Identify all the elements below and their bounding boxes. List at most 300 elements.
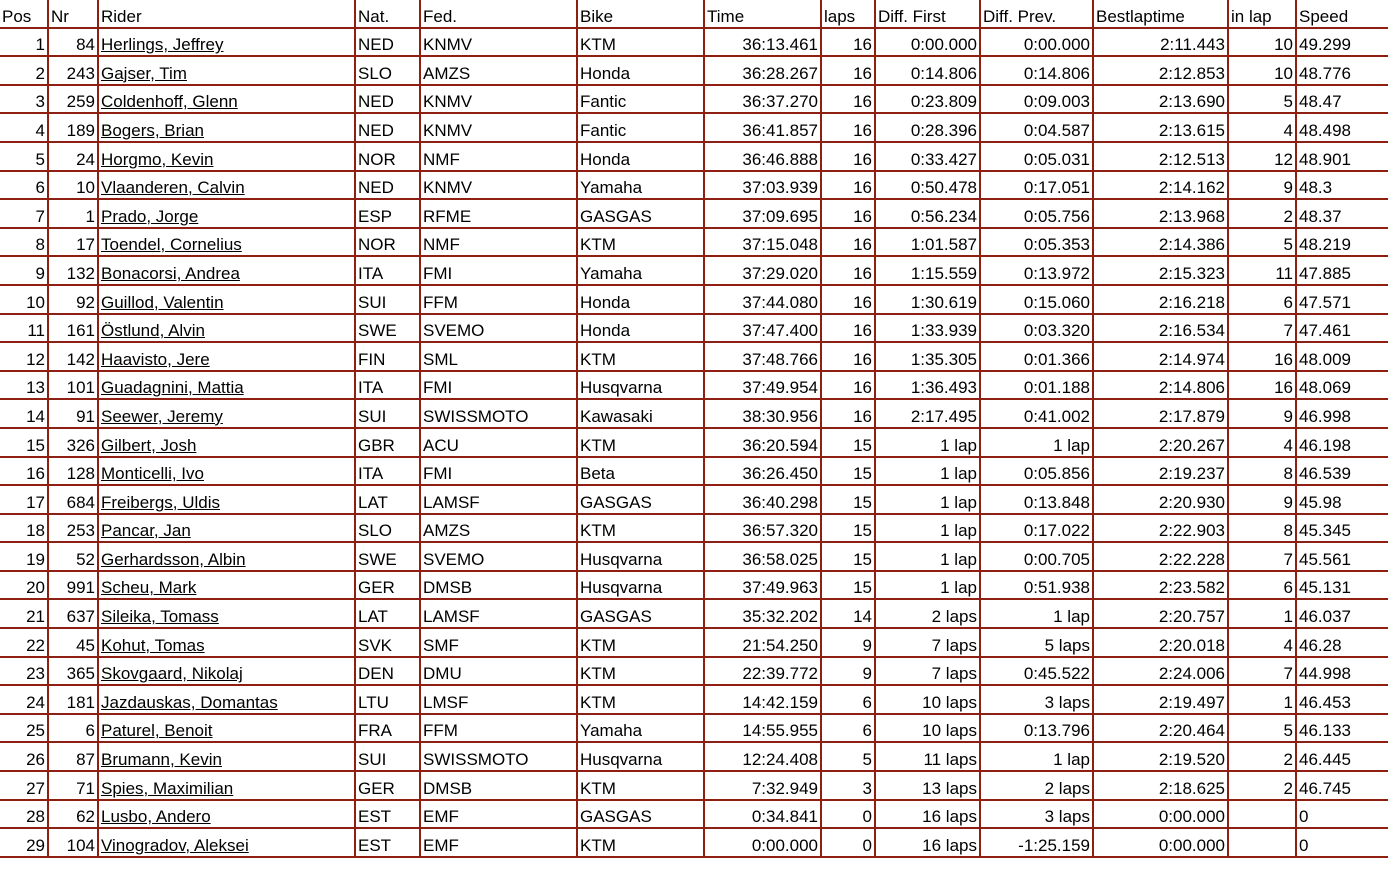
cell-time: 36:20.594 <box>705 429 822 458</box>
table-row <box>0 658 1388 687</box>
cell-pos: 14 <box>0 400 49 429</box>
cell-diff-first: 16 laps <box>876 801 981 830</box>
cell-speed: 48.47 <box>1297 86 1388 115</box>
cell-laps: 15 <box>822 458 876 487</box>
cell-nr: 637 <box>49 600 99 629</box>
cell-diff-first: 2 laps <box>876 600 981 629</box>
cell-bike: GASGAS <box>578 600 705 629</box>
cell-speed: 46.037 <box>1297 600 1388 629</box>
table-row <box>0 57 1388 86</box>
cell-nr: 243 <box>49 57 99 86</box>
cell-rider <box>99 229 356 258</box>
rider-link[interactable]: Scheu, Mark <box>101 578 197 598</box>
cell-nat: GBR <box>356 429 421 458</box>
cell-diff-first: 10 laps <box>876 715 981 744</box>
cell-rider <box>99 572 356 601</box>
cell-diff-first: 0:28.396 <box>876 114 981 143</box>
cell-bike: Honda <box>578 315 705 344</box>
cell-bike: Yamaha <box>578 172 705 201</box>
cell-diff-first: 11 laps <box>876 743 981 772</box>
rider-link[interactable]: Toendel, Cornelius <box>101 235 242 255</box>
cell-pos: 4 <box>0 114 49 143</box>
cell-fed: KNMV <box>421 114 578 143</box>
cell-rider <box>99 114 356 143</box>
cell-laps: 15 <box>822 429 876 458</box>
cell-nat: NOR <box>356 143 421 172</box>
cell-bestlaptime: 2:20.018 <box>1094 629 1229 658</box>
cell-nat: SWE <box>356 543 421 572</box>
cell-laps: 16 <box>822 286 876 315</box>
cell-bike: KTM <box>578 343 705 372</box>
table-row <box>0 400 1388 429</box>
cell-speed: 46.28 <box>1297 629 1388 658</box>
cell-in-lap: 7 <box>1229 543 1297 572</box>
cell-diff-prev: 0:14.806 <box>981 57 1094 86</box>
table-row <box>0 29 1388 58</box>
cell-nat: NED <box>356 86 421 115</box>
cell-rider <box>99 29 356 58</box>
cell-bike: Honda <box>578 286 705 315</box>
cell-speed: 46.445 <box>1297 743 1388 772</box>
cell-laps: 0 <box>822 829 876 858</box>
cell-nr: 104 <box>49 829 99 858</box>
rider-link[interactable]: Gilbert, Josh <box>101 435 197 455</box>
cell-nat: EST <box>356 801 421 830</box>
cell-diff-prev: 0:05.031 <box>981 143 1094 172</box>
cell-time: 36:26.450 <box>705 458 822 487</box>
cell-time: 35:32.202 <box>705 600 822 629</box>
table-row <box>0 543 1388 572</box>
cell-speed: 48.776 <box>1297 57 1388 86</box>
cell-speed: 47.571 <box>1297 286 1388 315</box>
rider-link[interactable]: Guadagnini, Mattia <box>101 378 244 398</box>
cell-bike: KTM <box>578 515 705 544</box>
table-row <box>0 515 1388 544</box>
cell-laps: 9 <box>822 658 876 687</box>
cell-time: 37:29.020 <box>705 257 822 286</box>
cell-laps: 16 <box>822 372 876 401</box>
table-row <box>0 257 1388 286</box>
rider-link[interactable]: Coldenhoff, Glenn <box>101 92 238 112</box>
cell-pos: 20 <box>0 572 49 601</box>
cell-time: 36:41.857 <box>705 114 822 143</box>
cell-laps: 16 <box>822 114 876 143</box>
cell-bestlaptime: 2:14.386 <box>1094 229 1229 258</box>
rider-link[interactable]: Bogers, Brian <box>101 120 204 140</box>
rider-link[interactable]: Prado, Jorge <box>101 206 199 226</box>
cell-diff-prev: -1:25.159 <box>981 829 1094 858</box>
cell-speed: 46.198 <box>1297 429 1388 458</box>
cell-laps: 14 <box>822 600 876 629</box>
cell-diff-prev: 0:17.022 <box>981 515 1094 544</box>
rider-link[interactable]: Guillod, Valentin <box>101 292 224 312</box>
cell-in-lap: 7 <box>1229 315 1297 344</box>
cell-speed: 48.498 <box>1297 114 1388 143</box>
cell-speed: 45.98 <box>1297 486 1388 515</box>
cell-in-lap: 4 <box>1229 629 1297 658</box>
cell-speed: 45.131 <box>1297 572 1388 601</box>
cell-diff-prev: 0:17.051 <box>981 172 1094 201</box>
cell-nat: NED <box>356 114 421 143</box>
cell-in-lap: 10 <box>1229 57 1297 86</box>
cell-fed: KNMV <box>421 172 578 201</box>
cell-laps: 15 <box>822 486 876 515</box>
cell-nat: SLO <box>356 515 421 544</box>
cell-diff-first: 1:35.305 <box>876 343 981 372</box>
cell-nr: 62 <box>49 801 99 830</box>
cell-time: 36:28.267 <box>705 57 822 86</box>
cell-nat: EST <box>356 829 421 858</box>
cell-diff-prev: 0:41.002 <box>981 400 1094 429</box>
cell-bike: Fantic <box>578 114 705 143</box>
cell-nat: SLO <box>356 57 421 86</box>
cell-nat: DEN <box>356 658 421 687</box>
rider-link[interactable]: Paturel, Benoit <box>101 721 213 741</box>
cell-speed: 46.745 <box>1297 772 1388 801</box>
cell-nr: 1 <box>49 200 99 229</box>
cell-bike: Kawasaki <box>578 400 705 429</box>
cell-in-lap: 5 <box>1229 715 1297 744</box>
cell-nat: SVK <box>356 629 421 658</box>
cell-bike: KTM <box>578 829 705 858</box>
header-in-lap: in lap <box>1229 0 1297 29</box>
cell-nr: 71 <box>49 772 99 801</box>
cell-time: 36:40.298 <box>705 486 822 515</box>
cell-rider <box>99 143 356 172</box>
cell-fed: LMSF <box>421 686 578 715</box>
cell-nr: 161 <box>49 315 99 344</box>
cell-fed: AMZS <box>421 57 578 86</box>
cell-diff-first: 1:30.619 <box>876 286 981 315</box>
cell-pos: 6 <box>0 172 49 201</box>
cell-pos: 27 <box>0 772 49 801</box>
cell-bike: Husqvarna <box>578 372 705 401</box>
cell-in-lap: 9 <box>1229 172 1297 201</box>
cell-fed: SMF <box>421 629 578 658</box>
cell-bike: KTM <box>578 229 705 258</box>
cell-nat: SWE <box>356 315 421 344</box>
rider-link[interactable]: Seewer, Jeremy <box>101 406 223 426</box>
header-row <box>0 0 1388 29</box>
cell-diff-first: 1:01.587 <box>876 229 981 258</box>
cell-rider <box>99 629 356 658</box>
cell-bestlaptime: 2:16.534 <box>1094 315 1229 344</box>
cell-bike: Honda <box>578 143 705 172</box>
cell-bike: Yamaha <box>578 715 705 744</box>
cell-bestlaptime: 2:16.218 <box>1094 286 1229 315</box>
cell-speed: 49.299 <box>1297 29 1388 58</box>
cell-pos: 16 <box>0 458 49 487</box>
cell-speed: 48.3 <box>1297 172 1388 201</box>
cell-fed: SWISSMOTO <box>421 400 578 429</box>
cell-bestlaptime: 2:13.615 <box>1094 114 1229 143</box>
cell-fed: SVEMO <box>421 315 578 344</box>
results-body <box>0 29 1388 858</box>
table-row <box>0 372 1388 401</box>
cell-diff-prev: 0:00.000 <box>981 29 1094 58</box>
header-pos: Pos <box>0 0 49 29</box>
table-row <box>0 200 1388 229</box>
cell-fed: FMI <box>421 458 578 487</box>
cell-bestlaptime: 2:14.974 <box>1094 343 1229 372</box>
cell-bike: KTM <box>578 658 705 687</box>
cell-diff-prev: 0:03.320 <box>981 315 1094 344</box>
cell-nat: ITA <box>356 458 421 487</box>
cell-pos: 18 <box>0 515 49 544</box>
cell-pos: 24 <box>0 686 49 715</box>
header-diff-prev: Diff. Prev. <box>981 0 1094 29</box>
cell-nr: 181 <box>49 686 99 715</box>
cell-diff-first: 0:33.427 <box>876 143 981 172</box>
cell-bestlaptime: 2:22.903 <box>1094 515 1229 544</box>
cell-fed: FMI <box>421 257 578 286</box>
rider-link[interactable]: Horgmo, Kevin <box>101 149 214 169</box>
cell-diff-prev: 0:00.705 <box>981 543 1094 572</box>
rider-link[interactable]: Bonacorsi, Andrea <box>101 263 240 283</box>
table-row <box>0 229 1388 258</box>
cell-bike: GASGAS <box>578 801 705 830</box>
cell-laps: 16 <box>822 57 876 86</box>
cell-rider <box>99 715 356 744</box>
rider-link[interactable]: Östlund, Alvin <box>101 321 205 341</box>
rider-link[interactable]: Gajser, Tim <box>101 63 187 83</box>
rider-link[interactable]: Kohut, Tomas <box>101 635 205 655</box>
cell-rider <box>99 257 356 286</box>
cell-pos: 25 <box>0 715 49 744</box>
cell-in-lap: 1 <box>1229 600 1297 629</box>
cell-fed: DMSB <box>421 572 578 601</box>
cell-time: 36:57.320 <box>705 515 822 544</box>
cell-bestlaptime: 2:23.582 <box>1094 572 1229 601</box>
cell-nr: 189 <box>49 114 99 143</box>
cell-diff-prev: 3 laps <box>981 801 1094 830</box>
cell-bestlaptime: 0:00.000 <box>1094 829 1229 858</box>
table-row <box>0 114 1388 143</box>
cell-speed: 46.133 <box>1297 715 1388 744</box>
cell-rider <box>99 86 356 115</box>
cell-fed: FMI <box>421 372 578 401</box>
cell-time: 21:54.250 <box>705 629 822 658</box>
cell-nr: 45 <box>49 629 99 658</box>
cell-speed: 48.219 <box>1297 229 1388 258</box>
cell-nr: 92 <box>49 286 99 315</box>
table-row <box>0 315 1388 344</box>
header-rider: Rider <box>99 0 356 29</box>
rider-link[interactable]: Freibergs, Uldis <box>101 492 221 512</box>
cell-in-lap: 5 <box>1229 86 1297 115</box>
cell-time: 12:24.408 <box>705 743 822 772</box>
cell-diff-first: 0:56.234 <box>876 200 981 229</box>
cell-time: 0:00.000 <box>705 829 822 858</box>
cell-time: 36:46.888 <box>705 143 822 172</box>
cell-bestlaptime: 2:11.443 <box>1094 29 1229 58</box>
cell-nat: FRA <box>356 715 421 744</box>
cell-diff-first: 0:50.478 <box>876 172 981 201</box>
cell-pos: 9 <box>0 257 49 286</box>
cell-nr: 991 <box>49 572 99 601</box>
cell-diff-prev: 0:04.587 <box>981 114 1094 143</box>
cell-nr: 259 <box>49 86 99 115</box>
rider-link[interactable]: Lusbo, Andero <box>101 807 211 827</box>
cell-nat: ITA <box>356 257 421 286</box>
cell-bike: KTM <box>578 772 705 801</box>
rider-link[interactable]: Vinogradov, Aleksei <box>101 835 249 855</box>
cell-in-lap: 6 <box>1229 286 1297 315</box>
cell-diff-prev: 0:13.796 <box>981 715 1094 744</box>
cell-in-lap: 2 <box>1229 772 1297 801</box>
rider-link[interactable]: Sileika, Tomass <box>101 607 219 627</box>
cell-rider <box>99 172 356 201</box>
cell-in-lap: 11 <box>1229 257 1297 286</box>
cell-rider <box>99 315 356 344</box>
table-row <box>0 801 1388 830</box>
cell-pos: 17 <box>0 486 49 515</box>
cell-fed: DMU <box>421 658 578 687</box>
cell-nat: LAT <box>356 600 421 629</box>
cell-pos: 19 <box>0 543 49 572</box>
cell-in-lap: 4 <box>1229 429 1297 458</box>
cell-diff-first: 7 laps <box>876 629 981 658</box>
cell-pos: 3 <box>0 86 49 115</box>
cell-in-lap: 8 <box>1229 515 1297 544</box>
cell-pos: 2 <box>0 57 49 86</box>
cell-bike: KTM <box>578 429 705 458</box>
cell-diff-prev: 2 laps <box>981 772 1094 801</box>
cell-time: 14:42.159 <box>705 686 822 715</box>
cell-diff-first: 10 laps <box>876 686 981 715</box>
cell-bestlaptime: 2:13.968 <box>1094 200 1229 229</box>
cell-fed: NMF <box>421 143 578 172</box>
cell-diff-prev: 0:13.972 <box>981 257 1094 286</box>
cell-in-lap: 1 <box>1229 686 1297 715</box>
header-bestlaptime: Bestlaptime <box>1094 0 1229 29</box>
cell-diff-prev: 0:05.856 <box>981 458 1094 487</box>
cell-time: 37:49.963 <box>705 572 822 601</box>
cell-laps: 0 <box>822 801 876 830</box>
cell-rider <box>99 400 356 429</box>
cell-rider <box>99 343 356 372</box>
cell-fed: EMF <box>421 801 578 830</box>
cell-diff-prev: 0:05.353 <box>981 229 1094 258</box>
cell-speed: 46.453 <box>1297 686 1388 715</box>
cell-nat: ESP <box>356 200 421 229</box>
cell-diff-first: 1 lap <box>876 515 981 544</box>
cell-diff-prev: 0:09.003 <box>981 86 1094 115</box>
cell-in-lap: 10 <box>1229 29 1297 58</box>
cell-rider <box>99 829 356 858</box>
rider-link[interactable]: Jazdauskas, Domantas <box>101 692 278 712</box>
rider-link[interactable]: Gerhardsson, Albin <box>101 549 246 569</box>
cell-diff-first: 0:23.809 <box>876 86 981 115</box>
cell-bestlaptime: 2:20.464 <box>1094 715 1229 744</box>
cell-pos: 21 <box>0 600 49 629</box>
cell-pos: 5 <box>0 143 49 172</box>
table-row <box>0 86 1388 115</box>
cell-fed: LAMSF <box>421 600 578 629</box>
cell-laps: 16 <box>822 315 876 344</box>
cell-fed: FFM <box>421 286 578 315</box>
cell-fed: SML <box>421 343 578 372</box>
cell-laps: 16 <box>822 229 876 258</box>
cell-laps: 16 <box>822 200 876 229</box>
cell-laps: 16 <box>822 29 876 58</box>
cell-pos: 11 <box>0 315 49 344</box>
rider-link[interactable]: Vlaanderen, Calvin <box>101 178 245 198</box>
cell-nr: 365 <box>49 658 99 687</box>
cell-nr: 52 <box>49 543 99 572</box>
cell-nr: 128 <box>49 458 99 487</box>
cell-speed: 45.561 <box>1297 543 1388 572</box>
cell-time: 22:39.772 <box>705 658 822 687</box>
cell-speed: 45.345 <box>1297 515 1388 544</box>
cell-bike: Honda <box>578 57 705 86</box>
cell-bestlaptime: 2:20.930 <box>1094 486 1229 515</box>
cell-diff-first: 1:36.493 <box>876 372 981 401</box>
cell-rider <box>99 743 356 772</box>
rider-link[interactable]: Herlings, Jeffrey <box>101 35 224 55</box>
header-time: Time <box>705 0 822 29</box>
cell-rider <box>99 200 356 229</box>
table-row <box>0 458 1388 487</box>
cell-nat: SUI <box>356 400 421 429</box>
table-row <box>0 772 1388 801</box>
cell-bike: KTM <box>578 629 705 658</box>
cell-time: 37:47.400 <box>705 315 822 344</box>
rider-link[interactable]: Brumann, Kevin <box>101 750 222 770</box>
rider-link[interactable]: Monticelli, Ivo <box>101 464 204 484</box>
cell-time: 37:09.695 <box>705 200 822 229</box>
cell-time: 36:13.461 <box>705 29 822 58</box>
cell-nat: FIN <box>356 343 421 372</box>
cell-laps: 5 <box>822 743 876 772</box>
table-row <box>0 286 1388 315</box>
cell-bestlaptime: 2:20.267 <box>1094 429 1229 458</box>
header-fed: Fed. <box>421 0 578 29</box>
table-row <box>0 743 1388 772</box>
cell-bestlaptime: 2:12.853 <box>1094 57 1229 86</box>
cell-bestlaptime: 2:19.520 <box>1094 743 1229 772</box>
cell-fed: EMF <box>421 829 578 858</box>
cell-diff-prev: 5 laps <box>981 629 1094 658</box>
cell-fed: LAMSF <box>421 486 578 515</box>
cell-diff-first: 1 lap <box>876 429 981 458</box>
rider-link[interactable]: Pancar, Jan <box>101 521 191 541</box>
cell-pos: 26 <box>0 743 49 772</box>
rider-link[interactable]: Haavisto, Jere <box>101 349 210 369</box>
cell-in-lap: 4 <box>1229 114 1297 143</box>
cell-in-lap: 16 <box>1229 343 1297 372</box>
cell-pos: 12 <box>0 343 49 372</box>
table-row <box>0 343 1388 372</box>
cell-fed: AMZS <box>421 515 578 544</box>
rider-link[interactable]: Skovgaard, Nikolaj <box>101 664 243 684</box>
header-laps: laps <box>822 0 876 29</box>
cell-pos: 7 <box>0 200 49 229</box>
cell-rider <box>99 543 356 572</box>
cell-fed: DMSB <box>421 772 578 801</box>
cell-time: 37:49.954 <box>705 372 822 401</box>
cell-time: 36:58.025 <box>705 543 822 572</box>
cell-nr: 24 <box>49 143 99 172</box>
cell-bike: Husqvarna <box>578 572 705 601</box>
cell-in-lap: 8 <box>1229 458 1297 487</box>
cell-fed: KNMV <box>421 86 578 115</box>
cell-rider <box>99 286 356 315</box>
cell-nat: SUI <box>356 286 421 315</box>
cell-diff-prev: 3 laps <box>981 686 1094 715</box>
rider-link[interactable]: Spies, Maximilian <box>101 778 234 798</box>
cell-diff-prev: 0:15.060 <box>981 286 1094 315</box>
